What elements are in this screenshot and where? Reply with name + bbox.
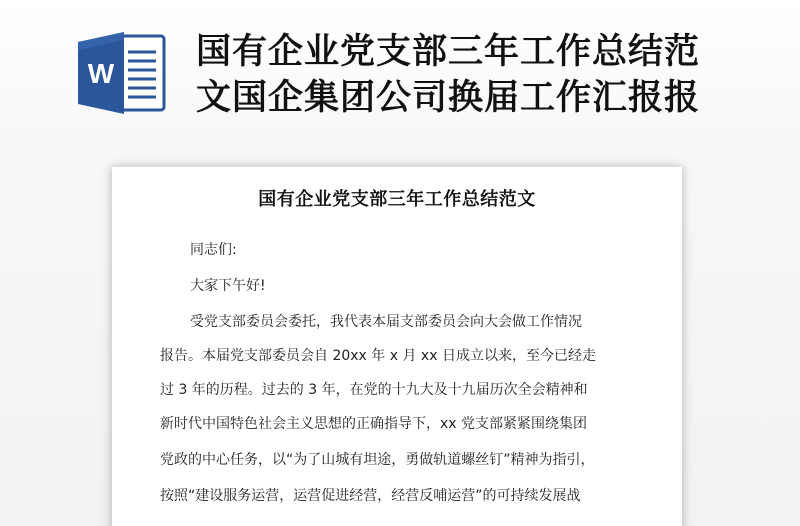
page-title-line-1: 国有企业党支部三年工作总结范 [196, 32, 701, 72]
document-line: 过 3 年的历程。过去的 3 年，在党的十九大及十九届历次全会精神和 [160, 382, 588, 398]
page-title-line-2: 文国企集团公司换届工作汇报报 [196, 78, 701, 118]
document-preview [112, 167, 682, 526]
document-line: 受党支部委员会委托，我代表本届支部委员会向大会做工作情况 [190, 314, 582, 330]
word-icon-letter: W [87, 58, 115, 89]
document-title: 国有企业党支部三年工作总结范文 [258, 189, 536, 210]
document-line: 大家下午好! [190, 278, 266, 294]
document-line: 党政的中心任务，以“为了山城有坦途，勇做轨道螺丝钉”精神为指引， [160, 452, 595, 468]
word-document-icon [76, 30, 166, 116]
document-line: 报告。本届党支部委员会自 20xx 年 x 月 xx 日成立以来，至今已经走 [160, 348, 596, 364]
header [0, 0, 800, 140]
document-line: 按照“建设服务运营，运营促进经营，经营反哺运营”的可持续发展战 [160, 488, 581, 504]
document-line: 新时代中国特色社会主义思想的正确指导下，xx 党支部紧紧围绕集团 [160, 416, 588, 432]
document-line: 同志们: [190, 242, 237, 258]
